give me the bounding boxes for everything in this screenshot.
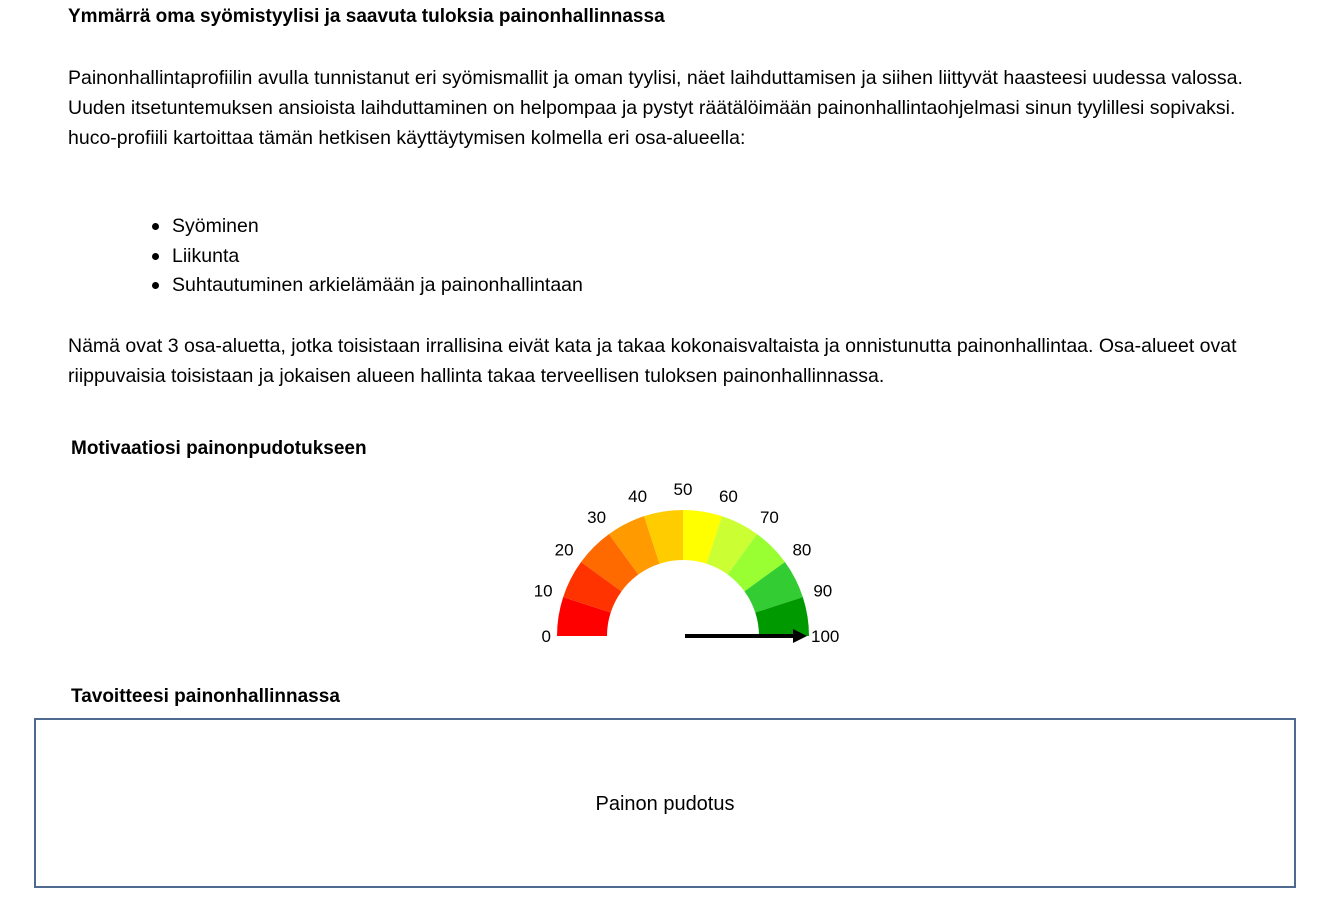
- goal-box: [34, 718, 1296, 888]
- list-item: Syöminen: [150, 212, 583, 242]
- gauge-tick-label: 0: [541, 627, 551, 646]
- area-list: [150, 212, 583, 301]
- gauge-segment: [744, 562, 802, 613]
- gauge-tick-label: 50: [673, 480, 693, 499]
- gauge-tick-label: 60: [718, 487, 738, 507]
- gauge-tick-label: 10: [533, 581, 553, 601]
- gauge-tick-label: 40: [628, 487, 648, 507]
- gauge-tick-label: 100: [811, 627, 840, 646]
- gauge-segment: [563, 562, 621, 613]
- gauge-segment: [581, 534, 638, 591]
- gauge-segment: [755, 597, 809, 636]
- gauge-segment: [706, 516, 757, 574]
- page-heading: Ymmärrä oma syömistyylisi ja saavuta tuloksia painonhallinnassa: [68, 6, 665, 27]
- list-item: Suhtautuminen arkielämään ja painonhallintaan: [150, 271, 583, 301]
- gauge-segment: [728, 534, 785, 591]
- gauge-needle-arrowhead: [793, 629, 807, 643]
- gauge-tick-label: 30: [587, 508, 607, 528]
- gauge-segment: [609, 516, 660, 574]
- summary-paragraph: Nämä ovat 3 osa-aluetta, jotka toisistaan irrallisina eivät kata ja takaa kokonaisvaltaista ja onnistunutta painonhallintaa. Osa-alueet ovat riippuvaisia toisistaan ja jokaisen alueen hallinta takaa terveellisen tuloksen painonhallinnassa.: [68, 335, 1237, 387]
- gauge-tick-label: 90: [813, 581, 833, 601]
- gauge-segment: [557, 597, 611, 636]
- gauge-tick-label: 80: [792, 540, 812, 560]
- motivation-title: Motivaatiosi painonpudotukseen: [71, 438, 367, 459]
- goal-title: Tavoitteesi painonhallinnassa: [71, 686, 340, 707]
- gauge-segment: [644, 510, 683, 564]
- list-item: Liikunta: [150, 242, 583, 272]
- gauge-tick-label: 20: [554, 540, 574, 560]
- intro-paragraph: Painonhallintaprofiilin avulla tunnistanut eri syömismallit ja oman tyylisi, näet laihduttamisen ja siihen liittyvät haasteesi uudessa valossa. Uuden itsetuntemuksen ansioista laihduttaminen on helpompaa ja pystyt räätälöimään painonhallintaohjelmasi sinun tyylillesi sopivaksi. huco-profiili kartoittaa tämän hetkisen käyttäytymisen kolmella eri osa-alueella:: [68, 67, 1243, 149]
- gauge-segment: [683, 510, 722, 564]
- gauge-tick-label: 70: [759, 508, 779, 528]
- goal-text: Painon pudotus: [595, 792, 735, 815]
